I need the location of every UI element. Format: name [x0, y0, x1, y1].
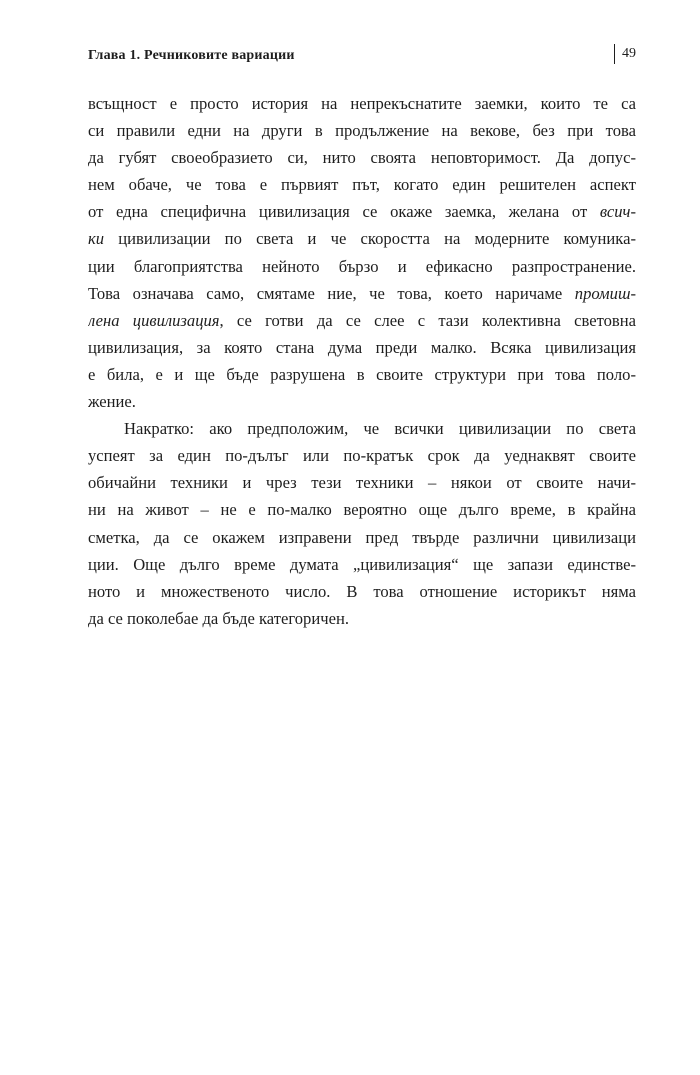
page-number: 49 — [622, 46, 636, 61]
text-line: да се поколебае да бъде категоричен. — [88, 608, 349, 628]
text-line: да губят своеобразието си, нито своята неповторимост. Да допус- — [88, 148, 636, 168]
text-line: ни на живот – не е по-малко вероятно още дълго време, в крайна — [88, 500, 636, 520]
text-fragment: , се готви да се слее с тази колективна световна — [219, 310, 636, 330]
text-fragment: от една специфична цивилизация се окаже заемка, желана от — [88, 202, 588, 222]
text-line — [88, 198, 636, 225]
text-line: си правили едни на други в продължение на векове, без при това — [88, 121, 636, 141]
text-line — [88, 280, 636, 307]
text-line: обичайни техники и чрез тези техники – някои от своите начи- — [88, 473, 636, 493]
text-line: успеят за един по-дълъг или по-кратък срок да уеднаквят своите — [88, 446, 636, 466]
text-line: всъщност е просто история на непрекъснатите заемки, които те са — [88, 94, 636, 113]
text-line: цивилизация, за която стана дума преди малко. Всяка цивилизация — [88, 337, 636, 357]
chapter-title: Глава 1. Речниковите вариации — [88, 48, 295, 63]
text-line: ното и множественото число. В това отношение историкът няма — [88, 581, 636, 601]
text-line: ции. Още дълго време думата „цивилизация“ ще запази единстве- — [88, 554, 636, 574]
italic-fragment: всич- — [599, 202, 636, 222]
text-fragment: цивилизации по света и че скоростта на модерните комуника- — [118, 229, 636, 249]
italic-fragment: лена цивилизация — [88, 310, 220, 330]
text-line: жение. — [88, 392, 136, 412]
italic-fragment: промиш- — [574, 283, 636, 303]
italic-fragment: ки — [88, 229, 105, 249]
header-rule — [614, 44, 615, 64]
text-line: ции благоприятства нейното бързо и ефикасно разпространение. — [88, 256, 636, 276]
text-line: е била, е и ще бъде разрушена в своите структури при това поло- — [88, 364, 636, 384]
page-number-group — [614, 42, 636, 66]
body-text — [88, 90, 636, 632]
text-line: Накратко: ако предположим, че всички цивилизации по света — [124, 419, 636, 439]
running-header — [88, 42, 636, 70]
text-fragment: Това означава само, смятаме ние, че това, което наричаме — [88, 283, 563, 303]
text-line — [88, 307, 636, 334]
paragraph-2 — [88, 415, 636, 632]
text-line — [88, 225, 636, 252]
paragraph-1 — [88, 90, 636, 415]
text-line: нем обаче, че това е първият път, когато един решителен аспект — [88, 175, 636, 195]
text-line: сметка, да се окажем изправени пред твърде различни цивилизаци — [88, 527, 636, 547]
